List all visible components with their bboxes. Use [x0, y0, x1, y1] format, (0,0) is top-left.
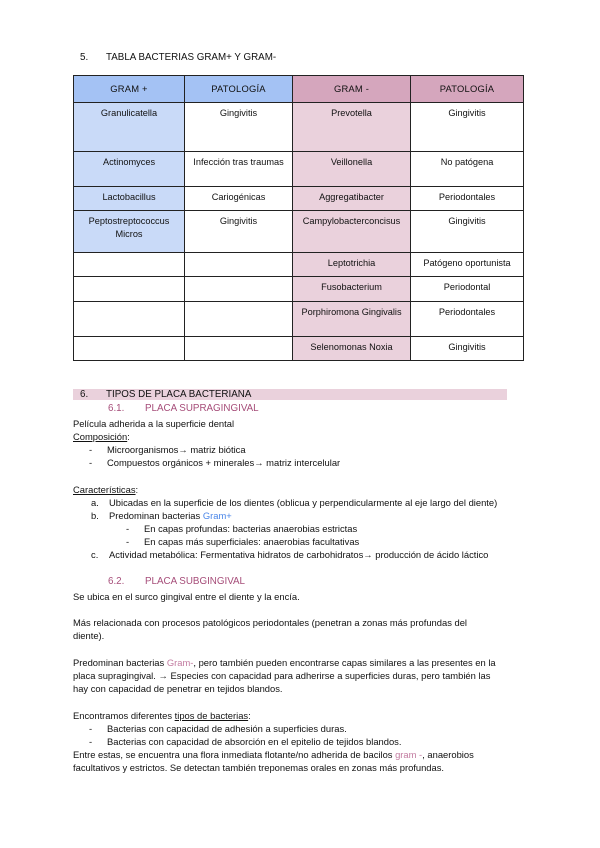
- cell-patologia-neg: No patógena: [411, 152, 524, 187]
- cell-patologia-neg: Periodontal: [411, 277, 524, 302]
- cell-patologia-pos: Cariogénicas: [185, 187, 293, 211]
- table-row: [74, 253, 524, 277]
- list-item: - Compuestos orgánicos + minerales→ matriz intercelular: [89, 457, 341, 468]
- table-row: [74, 277, 524, 302]
- cell-gram-pos: [74, 302, 185, 337]
- header-patologia-neg: PATOLOGÍA: [411, 76, 524, 103]
- list-item: - Bacterias con capacidad de absorción en el epitelio de tejidos blandos.: [89, 736, 402, 747]
- cell-gram-neg: Aggregatibacter: [293, 187, 411, 211]
- cell-gram-neg: Leptotrichia: [293, 253, 411, 277]
- list-item: - Bacterias con capacidad de adhesión a superficies duras.: [89, 723, 347, 734]
- table-row: [74, 187, 524, 211]
- table-row: [74, 337, 524, 361]
- subg-paragraph-2-line-2: diente).: [73, 630, 105, 641]
- cell-gram-neg: Veillonella: [293, 152, 411, 187]
- cell-patologia-pos: [185, 253, 293, 277]
- cell-gram-pos: Granulicatella: [74, 103, 185, 152]
- cell-gram-pos: [74, 277, 185, 302]
- supra-intro: Película adherida a la superficie dental: [73, 418, 235, 429]
- cell-gram-neg: Porphiromona Gingivalis: [293, 302, 411, 337]
- cell-patologia-neg: Patógeno oportunista: [411, 253, 524, 277]
- table-header-row: [74, 76, 524, 103]
- subg-paragraph-3-line-3: hay con capacidad de penetrar en tejidos blandos.: [73, 683, 283, 694]
- cell-patologia-pos: [185, 337, 293, 361]
- subg-paragraph-4: Encontramos diferentes tipos de bacterias:: [73, 710, 251, 721]
- header-gram-neg: GRAM -: [293, 76, 411, 103]
- cell-patologia-pos: [185, 302, 293, 337]
- section-5-heading: 5. TABLA BACTERIAS GRAM+ Y GRAM-: [80, 52, 277, 63]
- cell-patologia-neg: Periodontales: [411, 187, 524, 211]
- cell-gram-pos: Actinomyces: [74, 152, 185, 187]
- subsection-6-1-heading: 6.1. PLACA SUPRAGINGIVAL: [108, 403, 259, 414]
- gram-negative-highlight: Gram-: [166, 657, 194, 668]
- composicion-label: Composición:: [73, 431, 130, 442]
- subg-paragraph-1: Se ubica en el surco gingival entre el diente y la encía.: [73, 591, 300, 602]
- list-item: - En capas profundas: bacterias anaerobias estrictas: [126, 523, 358, 534]
- cell-patologia-neg: Gingivitis: [411, 103, 524, 152]
- cell-patologia-neg: Gingivitis: [411, 211, 524, 253]
- list-item: c. Actividad metabólica: Fermentativa hidratos de carbohidratos→ producción de ácido láctico: [91, 549, 489, 560]
- list-item: - En capas más superficiales: anaerobias facultativas: [126, 536, 360, 547]
- cell-patologia-neg: Periodontales: [411, 302, 524, 337]
- cell-gram-neg: Campylobacterconcisus: [293, 211, 411, 253]
- header-gram-pos: GRAM +: [74, 76, 185, 103]
- section-6-heading: 6. TIPOS DE PLACA BACTERIANA: [73, 389, 507, 400]
- cell-gram-pos: Lactobacillus: [74, 187, 185, 211]
- table-row: [74, 211, 524, 253]
- cell-patologia-neg: Gingivitis: [411, 337, 524, 361]
- list-item: b. Predominan bacterias Gram+: [91, 510, 232, 521]
- table-row: [74, 302, 524, 337]
- caracteristicas-label: Características:: [73, 484, 139, 495]
- subsection-6-2-heading: 6.2. PLACA SUBGINGIVAL: [108, 576, 246, 587]
- cell-gram-pos: [74, 253, 185, 277]
- cell-patologia-pos: Gingivitis: [185, 211, 293, 253]
- list-item: a. Ubicadas en la superficie de los dientes (oblicua y perpendicularmente al eje largo del diente): [91, 497, 498, 508]
- gram-negative-highlight: gram -: [395, 749, 423, 760]
- bacteria-table: [73, 75, 524, 361]
- list-item: - Microorganismos→ matriz biótica: [89, 444, 246, 455]
- subg-paragraph-5-line-1: Entre estas, se encuentra una flora inmediata flotante/no adherida de bacilos gram -, anaerobios: [73, 749, 474, 760]
- cell-gram-neg: Prevotella: [293, 103, 411, 152]
- table-row: [74, 152, 524, 187]
- cell-patologia-pos: [185, 277, 293, 302]
- subg-paragraph-5-line-2: facultativos y estrictos. Se detectan también treponemas orales en zonas más profundas.: [73, 762, 445, 773]
- cell-gram-pos: [74, 337, 185, 361]
- header-patologia-pos: PATOLOGÍA: [185, 76, 293, 103]
- table-row: [74, 103, 524, 152]
- subg-paragraph-3-line-2: placa supragingival. → Especies con capacidad para adherirse a superficies duras, pero también las: [73, 670, 491, 681]
- cell-gram-pos: Peptostreptococcus Micros: [74, 211, 185, 253]
- cell-patologia-pos: Infección tras traumas: [185, 152, 293, 187]
- cell-gram-neg: Fusobacterium: [293, 277, 411, 302]
- cell-patologia-pos: Gingivitis: [185, 103, 293, 152]
- cell-gram-neg: Selenomonas Noxia: [293, 337, 411, 361]
- subg-paragraph-3-line-1: Predominan bacterias Gram-, pero también pueden encontrarse capas similares a las presentes en la: [73, 657, 496, 668]
- gram-positive-highlight: Gram+: [202, 510, 232, 521]
- subg-paragraph-2-line-1: Más relacionada con procesos patológicos periodontales (penetran a zonas más profundas del: [73, 617, 467, 628]
